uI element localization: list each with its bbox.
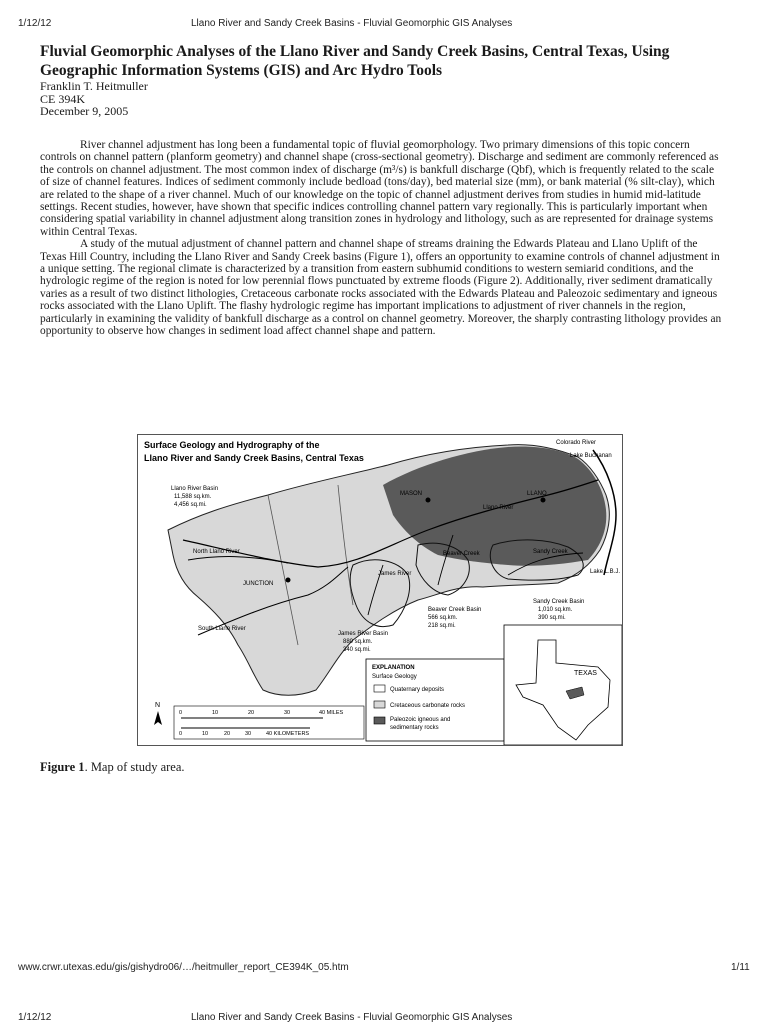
legend-swatch-quaternary xyxy=(374,685,385,692)
legend-swatch-cretaceous xyxy=(374,701,385,708)
map-svg xyxy=(138,435,622,745)
scale-bar xyxy=(174,706,364,739)
mason-label: MASON xyxy=(400,491,423,497)
km-tick-0: 0 xyxy=(179,731,183,737)
junction-label: JUNCTION xyxy=(243,581,274,587)
lake-buchanan-label: Lake Buchanan xyxy=(570,453,612,459)
james-basin-mi: 340 sq.mi. xyxy=(343,647,371,653)
legend xyxy=(366,659,504,741)
junction-dot xyxy=(286,578,291,583)
paragraph-1: River channel adjustment has long been a fundamental topic of fluvial geomorphology. Two primary dimensions of this topic concern controls on channel pattern (planform geometry) and channel shape (cross-sectional geometry). Discharge and sediment are commonly referenced as the controls on channel adjustment. The most common index of discharge (m³/s) is bankfull discharge (Qbf), which is frequently related to the scale of size of channel features. Indices of sediment commonly include bedload (tons/day), bed material size (mm), or bank material (% silt-clay), which are related to the shape of a river channel. Much of our knowledge on the topic of channel adjustment derives from studies in humid mid-latitude settings. Recent studies, however, have shown that specific indices controlling channel pattern vary regionally. This is particularly important when considering spatial variability in channel adjustment along transition zones in hydrology and lithology, such as are represented for drainage systems within Central Texas. xyxy=(40,139,719,238)
legend-explanation: EXPLANATION xyxy=(372,665,415,671)
map-title-2: Llano River and Sandy Creek Basins, Central Texas xyxy=(144,453,364,463)
mile-tick-20: 20 xyxy=(248,710,255,716)
james-basin-km: 880 sq.km. xyxy=(343,639,373,645)
sandy-basin-km: 1,010 sq.km. xyxy=(538,607,573,613)
llano-basin-km: 11,588 sq.km. xyxy=(174,494,212,500)
legend-swatch-paleozoic xyxy=(374,717,385,724)
beaver-basin-km: 566 sq.km. xyxy=(428,615,458,621)
mile-tick-0: 0 xyxy=(179,710,183,716)
header-date: 1/12/12 xyxy=(18,18,52,29)
beaver-basin-name: Beaver Creek Basin xyxy=(428,607,482,613)
llano-town-label: LLANO xyxy=(527,491,547,497)
mile-tick-10: 10 xyxy=(212,710,219,716)
miles-label: 40 MILES xyxy=(319,710,344,716)
james-river-label: James River xyxy=(378,571,412,577)
james-basin-name: James River Basin xyxy=(338,631,389,637)
figure-map xyxy=(137,434,623,746)
footer-url[interactable]: www.crwr.utexas.edu/gis/gishydro06/…/heitmuller_report_CE394K_05.htm xyxy=(18,962,349,973)
document-title: Fluvial Geomorphic Analyses of the Llano River and Sandy Creek Basins, Central Texas, Using Geographic Information Systems (GIS) and Arc Hydro Tools xyxy=(40,43,670,79)
footer-page: 1/11 xyxy=(731,962,750,973)
llano-basin-name: Llano River Basin xyxy=(171,486,219,492)
llano-basin-mi: 4,456 sq.mi. xyxy=(174,502,207,508)
km-tick-30: 30 xyxy=(245,731,252,737)
km-label: 40 KILOMETERS xyxy=(266,731,310,737)
sandy-basin-name: Sandy Creek Basin xyxy=(533,599,585,605)
legend-paleozoic-b: sedimentary rocks xyxy=(390,725,439,731)
map-title-1: Surface Geology and Hydrography of the xyxy=(144,440,320,450)
author: Franklin T. Heitmuller xyxy=(40,79,148,93)
doc-date: December 9, 2005 xyxy=(40,104,129,118)
km-tick-10: 10 xyxy=(202,731,209,737)
paragraph-2: A study of the mutual adjustment of channel pattern and channel shape of streams draining the Edwards Plateau and Llano Uplift of the Texas Hill Country, including the Llano River and Sandy Creek basins (Figure 1), offers an opportunity to examine controls of channel adjustment in a unique setting. The regional climate is characterized by a transition from eastern subhumid conditions to western semiarid conditions, and the hydrologic regime of the region is noted for low perennial flows punctuated by extreme floods (Figure 2). Additionally, river sediment dramatically varies as a result of two distinct lithologies, Cretaceous carbonate rocks associated with the Edwards Plateau and Paleozoic sedimentary and igneous rocks associated with the Llano Uplift. The flashy hydrologic regime has important implications to adjustment of river channels in the region, particularly in examining the validity of bankfull discharge as a control on channel geometry. Moreover, the sharply contrasting lithology provides an opportunity to observe how changes in sediment load affect channel shape and pattern. xyxy=(40,238,722,338)
north-label: N xyxy=(155,702,161,709)
lake-lbj-label: Lake L.B.J. xyxy=(590,569,621,575)
legend-paleozoic-a: Paleozoic igneous and xyxy=(390,717,451,723)
legend-surface-geology: Surface Geology xyxy=(372,674,417,680)
legend-quaternary: Quaternary deposits xyxy=(390,687,445,693)
mile-tick-30: 30 xyxy=(284,710,291,716)
body-text xyxy=(40,139,724,338)
beaver-basin-mi: 218 sq.mi. xyxy=(428,623,456,629)
north-llano-label: North Llano River xyxy=(193,549,240,555)
header-title: Llano River and Sandy Creek Basins - Fluvial Geomorphic GIS Analyses xyxy=(191,18,513,29)
author-block xyxy=(40,80,148,118)
south-llano-label: South Llano River xyxy=(198,626,246,632)
sandy-creek-label: Sandy Creek xyxy=(533,549,568,555)
texas-inset xyxy=(504,625,622,745)
legend-cretaceous: Cretaceous carbonate rocks xyxy=(390,703,466,709)
llano-dot xyxy=(541,498,546,503)
caption-text: . Map of study area. xyxy=(84,760,185,774)
next-header-title: Llano River and Sandy Creek Basins - Fluvial Geomorphic GIS Analyses xyxy=(191,1012,513,1023)
north-arrow xyxy=(154,702,162,725)
llano-river-label: Llano River xyxy=(483,505,514,511)
km-tick-20: 20 xyxy=(224,731,231,737)
caption-label: Figure 1 xyxy=(40,760,85,774)
course: CE 394K xyxy=(40,91,85,106)
texas-label: TEXAS xyxy=(574,670,597,677)
mason-dot xyxy=(426,498,431,503)
next-header-date: 1/12/12 xyxy=(18,1012,52,1023)
colorado-river-label: Colorado River xyxy=(556,440,597,446)
figure-caption xyxy=(40,760,185,775)
beaver-creek-label: Beaver Creek xyxy=(443,551,480,557)
sandy-basin-mi: 390 sq.mi. xyxy=(538,615,566,621)
